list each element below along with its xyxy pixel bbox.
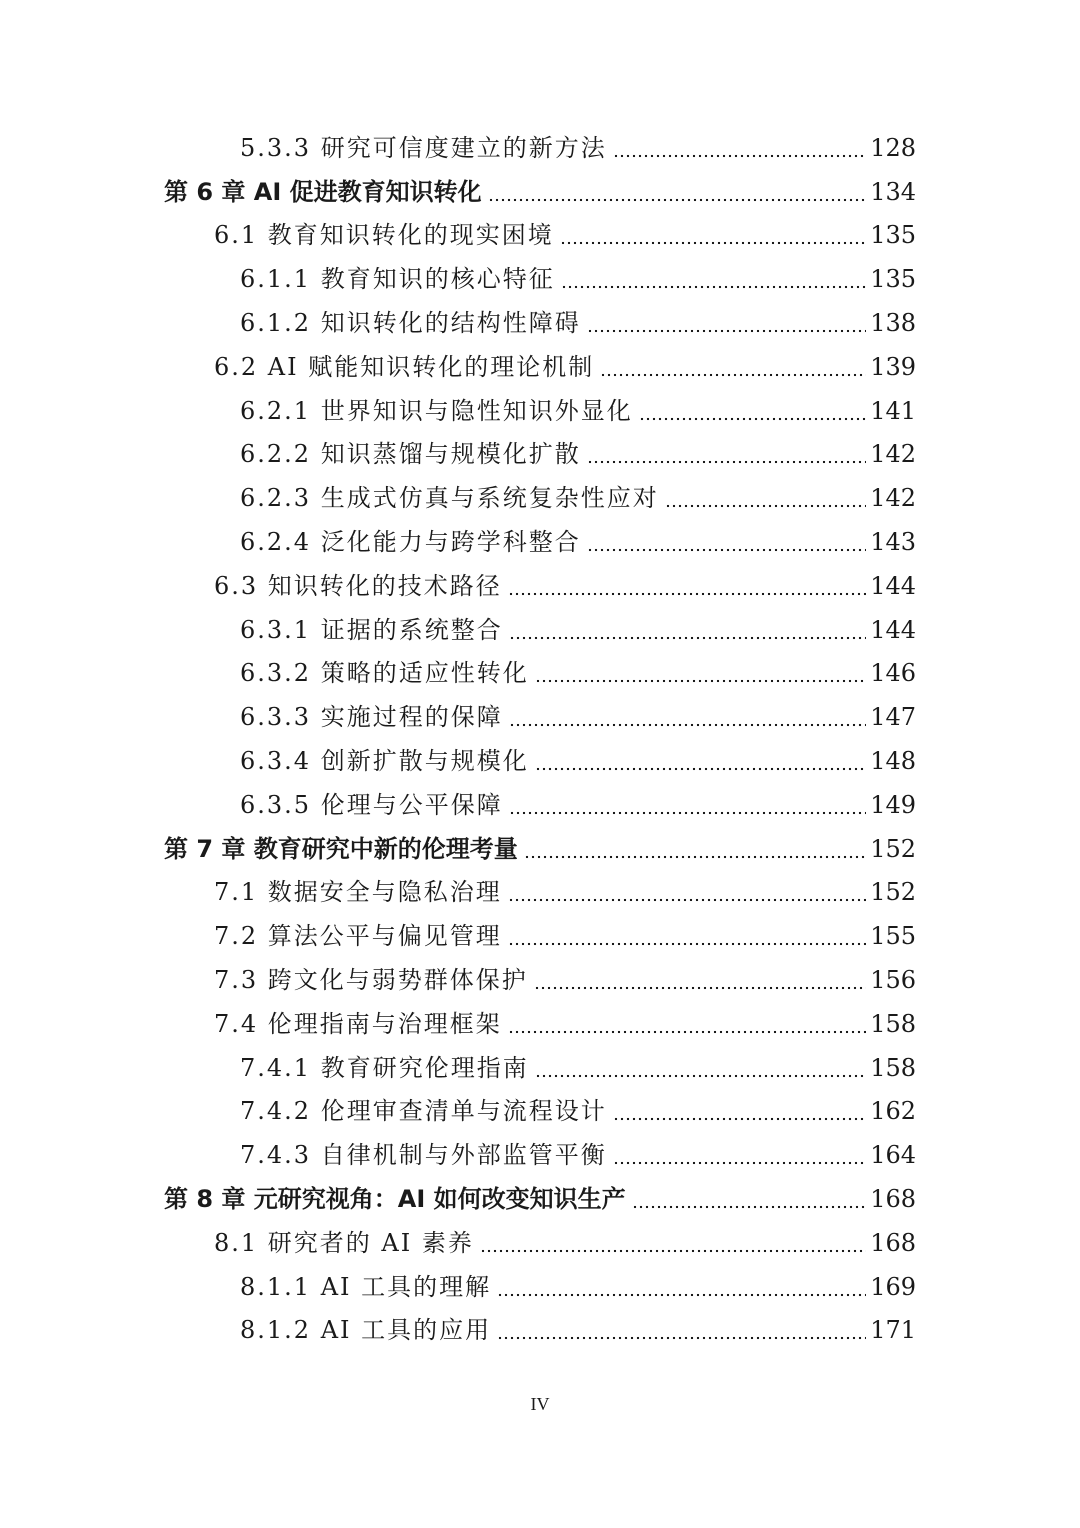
dot-leader bbox=[587, 311, 866, 335]
toc-entry-page-number: 155 bbox=[870, 922, 916, 951]
toc-entry-title: 6.3.1 证据的系统整合 bbox=[240, 615, 503, 644]
dot-leader bbox=[534, 968, 866, 992]
dot-leader bbox=[561, 267, 866, 291]
toc-entry-page-number: 146 bbox=[870, 659, 916, 688]
toc-subsection-entry[interactable] bbox=[0, 126, 1080, 170]
toc-subsection-entry[interactable] bbox=[0, 433, 1080, 477]
toc-entry-title: 7.3 跨文化与弱势群体保护 bbox=[214, 966, 528, 995]
toc-entry-page-number: 147 bbox=[870, 703, 916, 732]
toc-subsection-entry[interactable] bbox=[0, 783, 1080, 827]
dot-leader bbox=[587, 442, 866, 466]
toc-entry-title: 第 8 章 元研究视角：AI 如何改变知识生产 bbox=[164, 1185, 626, 1214]
toc-entry-page-number: 144 bbox=[870, 615, 916, 644]
toc-subsection-entry[interactable] bbox=[0, 695, 1080, 739]
toc-entry-page-number: 135 bbox=[870, 265, 916, 294]
toc-subsection-entry[interactable] bbox=[0, 520, 1080, 564]
toc-entry-title: 6.1 教育知识转化的现实困境 bbox=[214, 221, 554, 250]
dot-leader bbox=[488, 180, 867, 204]
dot-leader bbox=[497, 1275, 866, 1299]
toc-entry-title: 7.4.1 教育研究伦理指南 bbox=[240, 1053, 529, 1082]
toc-entry-page-number: 138 bbox=[870, 309, 916, 338]
toc-entry-title: 6.3 知识转化的技术路径 bbox=[214, 571, 502, 600]
toc-entry-title: 6.3.3 实施过程的保障 bbox=[240, 703, 503, 732]
toc-section-entry[interactable] bbox=[0, 871, 1080, 915]
dot-leader bbox=[639, 399, 866, 423]
dot-leader bbox=[535, 749, 866, 773]
toc-entry-title: 7.4 伦理指南与治理框架 bbox=[214, 1009, 502, 1038]
toc-subsection-entry[interactable] bbox=[0, 476, 1080, 520]
toc-entry-page-number: 152 bbox=[870, 878, 916, 907]
dot-leader bbox=[535, 661, 866, 685]
toc-entry-title: 6.2 AI 赋能知识转化的理论机制 bbox=[214, 352, 595, 381]
toc-entry-title: 6.3.5 伦理与公平保障 bbox=[240, 790, 503, 819]
toc-entry-page-number: 158 bbox=[870, 1009, 916, 1038]
dot-leader bbox=[509, 705, 866, 729]
dot-leader bbox=[587, 530, 866, 554]
dot-leader bbox=[509, 618, 866, 642]
toc-entry-title: 6.2.4 泛化能力与跨学科整合 bbox=[240, 528, 581, 557]
toc-entry-title: 6.3.2 策略的适应性转化 bbox=[240, 659, 529, 688]
toc-subsection-entry[interactable] bbox=[0, 1133, 1080, 1177]
toc-entry-page-number: 128 bbox=[870, 133, 916, 162]
dot-leader bbox=[508, 1012, 866, 1036]
toc-entry-page-number: 168 bbox=[870, 1228, 916, 1257]
dot-leader bbox=[508, 880, 866, 904]
toc-subsection-entry[interactable] bbox=[0, 1046, 1080, 1090]
toc-entry-page-number: 162 bbox=[870, 1097, 916, 1126]
toc-entry-title: 7.4.3 自律机制与外部监管平衡 bbox=[240, 1141, 607, 1170]
toc-entry-title: 第 7 章 教育研究中新的伦理考量 bbox=[164, 834, 518, 863]
toc-entry-title: 8.1 研究者的 AI 素养 bbox=[214, 1228, 474, 1257]
toc-section-entry[interactable] bbox=[0, 564, 1080, 608]
toc-entry-title: 7.2 算法公平与偏见管理 bbox=[214, 922, 502, 951]
dot-leader bbox=[509, 793, 866, 817]
toc-entry-title: 第 6 章 AI 促进教育知识转化 bbox=[164, 177, 482, 206]
toc-section-entry[interactable] bbox=[0, 958, 1080, 1002]
toc-entry-title: 6.3.4 创新扩散与规模化 bbox=[240, 747, 529, 776]
toc-subsection-entry[interactable] bbox=[0, 1265, 1080, 1309]
toc-entry-page-number: 134 bbox=[870, 177, 916, 206]
toc-entry-title: 7.1 数据安全与隐私治理 bbox=[214, 878, 502, 907]
toc-entry-title: 5.3.3 研究可信度建立的新方法 bbox=[240, 133, 607, 162]
toc-entry-page-number: 152 bbox=[870, 834, 916, 863]
toc-entry-title: 6.2.3 生成式仿真与系统复杂性应对 bbox=[240, 484, 659, 513]
dot-leader bbox=[535, 1056, 866, 1080]
toc-entry-page-number: 142 bbox=[870, 440, 916, 469]
toc-entry-page-number: 139 bbox=[870, 352, 916, 381]
toc-section-entry[interactable] bbox=[0, 1221, 1080, 1265]
toc-subsection-entry[interactable] bbox=[0, 652, 1080, 696]
dot-leader bbox=[665, 486, 866, 510]
toc-entry-title: 7.4.2 伦理审查清单与流程设计 bbox=[240, 1097, 607, 1126]
toc-section-entry[interactable] bbox=[0, 914, 1080, 958]
toc-section-entry[interactable] bbox=[0, 1002, 1080, 1046]
toc-entry-title: 8.1.1 AI 工具的理解 bbox=[240, 1272, 492, 1301]
toc-chapter-entry[interactable] bbox=[0, 170, 1080, 214]
toc-entry-title: 6.1.2 知识转化的结构性障碍 bbox=[240, 309, 581, 338]
toc-entry-title: 6.2.1 世界知识与隐性知识外显化 bbox=[240, 396, 633, 425]
toc-subsection-entry[interactable] bbox=[0, 389, 1080, 433]
table-of-contents bbox=[0, 126, 1080, 1352]
dot-leader bbox=[497, 1318, 866, 1342]
dot-leader bbox=[560, 223, 866, 247]
dot-leader bbox=[600, 355, 866, 379]
toc-entry-page-number: 141 bbox=[870, 396, 916, 425]
toc-entry-title: 8.1.2 AI 工具的应用 bbox=[240, 1316, 492, 1345]
dot-leader bbox=[524, 837, 866, 861]
toc-entry-page-number: 135 bbox=[870, 221, 916, 250]
toc-chapter-entry[interactable] bbox=[0, 1177, 1080, 1221]
toc-entry-page-number: 164 bbox=[870, 1141, 916, 1170]
dot-leader bbox=[613, 1099, 866, 1123]
toc-entry-page-number: 142 bbox=[870, 484, 916, 513]
toc-entry-title: 6.1.1 教育知识的核心特征 bbox=[240, 265, 555, 294]
toc-subsection-entry[interactable] bbox=[0, 1309, 1080, 1353]
toc-entry-page-number: 143 bbox=[870, 528, 916, 557]
dot-leader bbox=[480, 1231, 866, 1255]
toc-section-entry[interactable] bbox=[0, 345, 1080, 389]
dot-leader bbox=[613, 136, 866, 160]
dot-leader bbox=[508, 574, 866, 598]
toc-subsection-entry[interactable] bbox=[0, 1090, 1080, 1134]
page-number: IV bbox=[530, 1394, 550, 1414]
toc-entry-page-number: 148 bbox=[870, 747, 916, 776]
toc-entry-page-number: 158 bbox=[870, 1053, 916, 1082]
toc-chapter-entry[interactable] bbox=[0, 827, 1080, 871]
toc-entry-page-number: 168 bbox=[870, 1185, 916, 1214]
toc-subsection-entry[interactable] bbox=[0, 301, 1080, 345]
toc-entry-page-number: 149 bbox=[870, 790, 916, 819]
dot-leader bbox=[632, 1187, 867, 1211]
toc-entry-title: 6.2.2 知识蒸馏与规模化扩散 bbox=[240, 440, 581, 469]
toc-subsection-entry[interactable] bbox=[0, 608, 1080, 652]
toc-entry-page-number: 169 bbox=[870, 1272, 916, 1301]
toc-entry-page-number: 156 bbox=[870, 966, 916, 995]
toc-subsection-entry[interactable] bbox=[0, 257, 1080, 301]
toc-subsection-entry[interactable] bbox=[0, 739, 1080, 783]
dot-leader bbox=[508, 924, 866, 948]
toc-entry-page-number: 171 bbox=[870, 1316, 916, 1345]
toc-entry-page-number: 144 bbox=[870, 571, 916, 600]
toc-section-entry[interactable] bbox=[0, 214, 1080, 258]
dot-leader bbox=[613, 1143, 866, 1167]
